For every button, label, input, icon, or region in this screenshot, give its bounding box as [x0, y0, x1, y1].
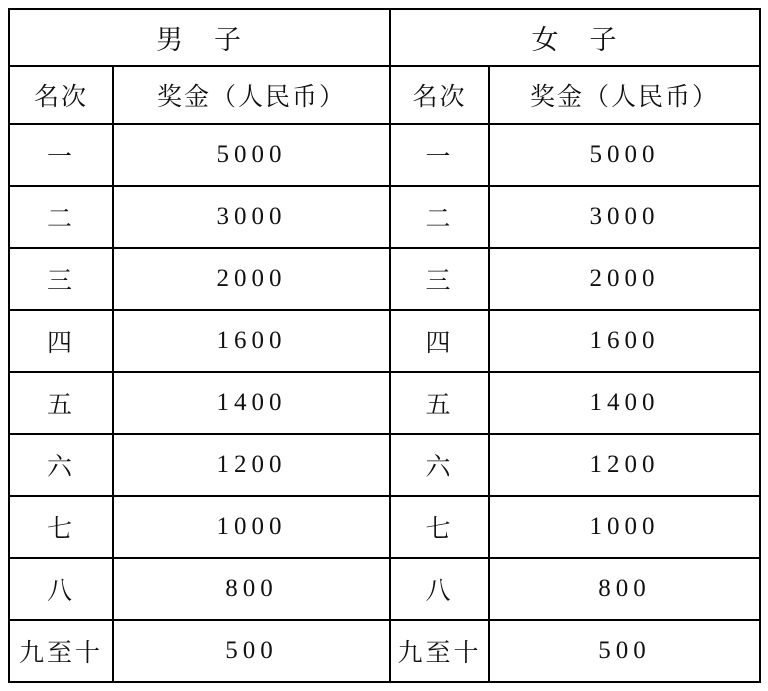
women-rank-cell: 三	[390, 248, 489, 310]
women-rank-cell: 一	[390, 124, 489, 186]
table-row	[9, 310, 760, 372]
women-prize-cell: 1000	[489, 496, 760, 558]
men-prize-cell: 500	[113, 620, 390, 682]
women-prize-cell: 800	[489, 558, 760, 620]
men-rank-cell: 四	[9, 310, 113, 372]
women-prize-cell: 2000	[489, 248, 760, 310]
women-prize-cell: 1400	[489, 372, 760, 434]
table-row	[9, 186, 760, 248]
women-prize-cell: 1200	[489, 434, 760, 496]
men-rank-cell: 二	[9, 186, 113, 248]
men-rank-cell: 七	[9, 496, 113, 558]
men-prize-cell: 3000	[113, 186, 390, 248]
men-group-header: 男 子	[9, 9, 390, 66]
men-prize-cell: 1200	[113, 434, 390, 496]
women-rank-cell: 八	[390, 558, 489, 620]
men-rank-column-header: 名次	[9, 66, 113, 124]
women-prize-cell: 500	[489, 620, 760, 682]
men-rank-cell: 五	[9, 372, 113, 434]
men-prize-cell: 1400	[113, 372, 390, 434]
men-prize-cell: 2000	[113, 248, 390, 310]
men-prize-cell: 5000	[113, 124, 390, 186]
women-rank-cell: 五	[390, 372, 489, 434]
women-rank-column-header: 名次	[390, 66, 489, 124]
women-prize-cell: 5000	[489, 124, 760, 186]
women-prize-column-header: 奖金（人民币）	[489, 66, 760, 124]
men-rank-cell: 三	[9, 248, 113, 310]
women-group-header: 女 子	[390, 9, 760, 66]
column-header-row	[9, 66, 760, 124]
men-prize-cell: 800	[113, 558, 390, 620]
men-rank-cell: 六	[9, 434, 113, 496]
women-prize-cell: 1600	[489, 310, 760, 372]
table-row	[9, 558, 760, 620]
men-rank-cell: 八	[9, 558, 113, 620]
women-rank-cell: 六	[390, 434, 489, 496]
table-row	[9, 434, 760, 496]
women-rank-cell: 二	[390, 186, 489, 248]
women-rank-cell: 九至十	[390, 620, 489, 682]
men-rank-cell: 九至十	[9, 620, 113, 682]
men-prize-cell: 1000	[113, 496, 390, 558]
table-row	[9, 248, 760, 310]
men-rank-cell: 一	[9, 124, 113, 186]
women-prize-cell: 3000	[489, 186, 760, 248]
women-rank-cell: 四	[390, 310, 489, 372]
table-row	[9, 372, 760, 434]
men-prize-cell: 1600	[113, 310, 390, 372]
women-rank-cell: 七	[390, 496, 489, 558]
table-row	[9, 620, 760, 682]
men-prize-column-header: 奖金（人民币）	[113, 66, 390, 124]
group-header-row	[9, 9, 760, 66]
table-row	[9, 496, 760, 558]
table-row	[9, 124, 760, 186]
prize-money-table	[8, 8, 761, 683]
